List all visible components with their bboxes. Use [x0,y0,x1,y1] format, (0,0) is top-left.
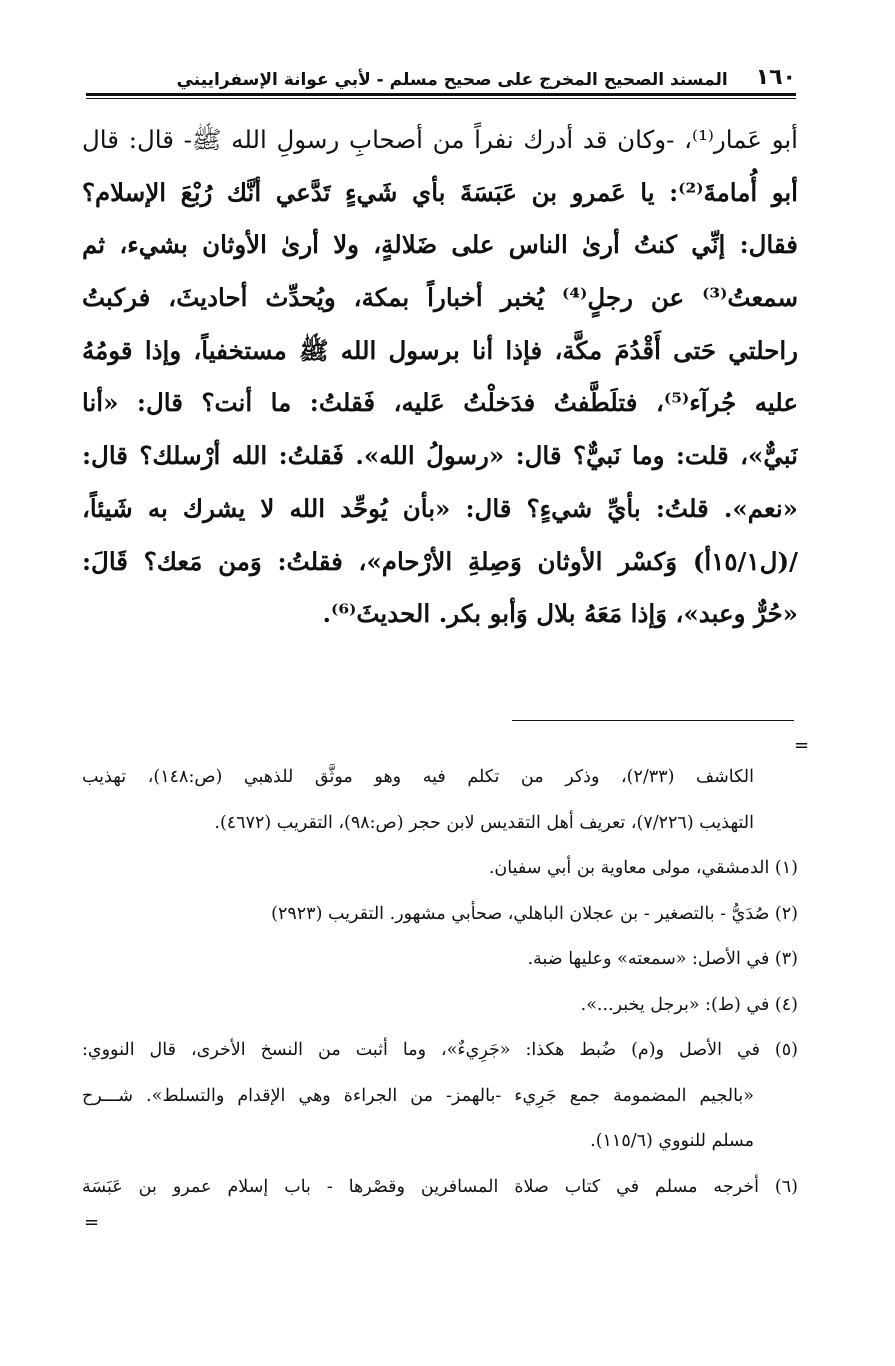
footnote-line: (١) الدمشقي، مولى معاوية بن أبي سفيان. [488,858,798,878]
text-line: سمعتُ⁽³⁾ عن رجلٍ⁽⁴⁾ يُخبر أخباراً بمكة، ويُحدِّث أحاديثَ، فركبتُ [82,283,798,313]
footnote-line: التهذيب (٧/٢٢٦)، تعريف أهل التقديس لابن حجر (ص:٩٨)، التقريب (٤٦٧٢). [214,812,754,833]
main-text [82,114,798,641]
text-line: «حُرٌّ وعبد»، وَإذا مَعَهُ بلال وَأبو بكر. الحديثَ⁽⁶⁾. [322,599,798,629]
text-line: فقال: إنِّي كنتُ أرىٰ الناس على ضَلالةٍ، ولا أرىٰ الأوثان بشيء، ثم [82,230,798,260]
text-line: أبو عَمار⁽¹⁾، -وكان قد أدرك نفراً من أصحابِ رسولِ الله ﷺ- قال: قال [82,125,798,154]
footnote-line: (٦) أخرجه مسلم في كتاب صلاة المسافرين وقصْرها - باب إسلام عمرو بن عَبَسَة [82,1176,798,1197]
continuation-mark-bottom: = [84,1212,100,1233]
page-number: ١٦٠ [755,65,796,90]
footnote-line: (٤) في (ط): «برجل يخبر...». [580,994,798,1015]
running-title: المسند الصحيح المخرج على صحيح مسلم - لأبي عوانة الإسفراييني [176,70,728,90]
footnotes [82,755,798,1210]
footnote-line: الكاشف (٢/٣٣)، وذكر من تكلم فيه وهو موثَّق للذهبي (ص:١٤٨)، تهذيب [82,767,754,787]
header-rule-thick [86,93,796,96]
footnote-line: (٥) في الأصل و(م) ضُبط هكذا: «جَرِيءٌ»، وما أثبت من النسخ الأخرى، قال النووي: [82,1040,798,1060]
text-line: «نعم». قلتُ: بأيِّ شيءٍ؟ قال: «بأن يُوحِّد الله لا يشرك به شَيئاً، [82,493,798,523]
footnote-line: (٢) صُدَيُّ - بالتصغير - بن عجلان الباهلي، صحأبي مشهور. التقريب (٢٩٢٣) [271,903,798,924]
text-line: عليه جُرآء⁽⁵⁾، فتلَطَّفتُ فدَخلْتُ عَليه، فَقلتُ: ما أنت؟ قال: «أنا [82,388,798,418]
text-line: أبو أُمامةَ⁽²⁾: يا عَمرو بن عَبَسَةَ بأي شَيءٍ تَدَّعي أنَّك رُبْعَ الإسلام؟ [82,177,798,207]
footnote-line: «بالجيم المضمومة جمع جَرِيء -بالهمز- من الجراءة وهي الإقدام والتسلط». شـــرح [82,1085,754,1106]
text-line: راحلتي حَتى أَقْدُمَ مكَّة، فإذا أنا برسول الله ﷺ مستخفياً، وإذا قومُهُ [82,335,798,365]
page-header [86,62,796,90]
text-line: /(ل١٥/١أ) وَكسْر الأوثان وَصِلةِ الأرْحام»، فقلتُ: وَمن مَعك؟ قَالَ: [82,546,798,576]
header-rule-thin [86,98,796,99]
continuation-mark-top: = [794,735,810,756]
text-line: نَبيٌّ»، قلت: وما نَبيٌّ؟ قال: «رسولُ الله». فَقلتُ: الله أرْسلك؟ قال: [82,441,798,471]
footnote-separator [512,720,794,721]
footnote-line: (٣) في الأصل: «سمعته» وعليها ضبة. [527,949,798,969]
footnote-line: مسلم للنووي (١١٥/٦). [590,1131,754,1151]
